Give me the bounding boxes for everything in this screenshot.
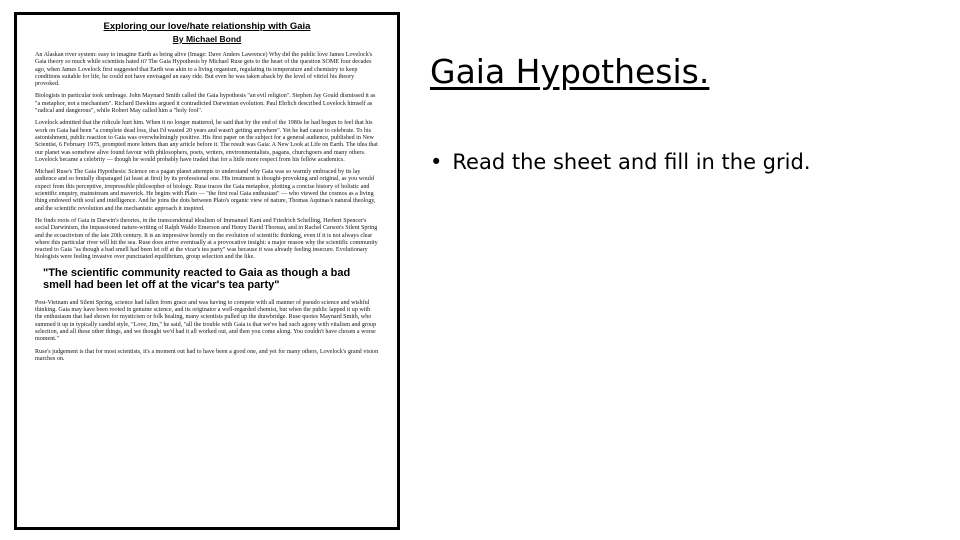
article-title: Exploring our love/hate relationship with Gaia — [103, 21, 311, 32]
article-paragraph-5: He finds roots of Gaia in Darwin's theories, in the transcendental idealism of Immanuel Kant and Friedrich Schelling, Herbert Spencer's social Darwinism, the impassioned nature-writing of Ralph Waldo Emerson and Henry David Thoreau, and in Rachel Carson's Silent Spring and the ecoactivism of the late 20th century. It is an impressive homily on the evolution of scientific thinking, even if it is not always clear where this particular river will hit the sea. Ruse does arrive eventually at a provocative insight: a major reason why the scientific community reacted to Gaia "as though a bad smell had been let off at the vicar's tea party" was because it was already feeling insecure. Evolutionary biologists were feeling invasive over punctuated equilibrium, group selection and the like. — [35, 217, 378, 261]
article-author: By Michael Bond — [172, 34, 242, 44]
bullet-text: Read the sheet and fill in the grid. — [452, 150, 811, 174]
article-sheet — [14, 12, 400, 530]
article-paragraph-4: Michael Ruse's The Gaia Hypothesis: Science on a pagan planet attempts to understand why Gaia was so warmly embraced by its lay audience and so brutally disparaged (at least at first) by its professional one. His treatment is thought-provoking and original, as you would expect from this perceptive, irrepressible philosopher of biology. Ruse traces the Gaia metaphor, plotting a concise history of holistic and scientific enquiry, mainstream and maverick. He begins with Plato — "the first real Gaia enthusiast" — who viewed the cosmos as a living thing endowed with soul and intelligence. And he joins the dots between Plato's organic view of nature, Thomas Aquinas's natural theology, and the scientific revolution and the mechanistic approach it inspired. — [35, 169, 376, 212]
article-paragraph-2: Biologists in particular took umbrage. John Maynard Smith called the Gaia hypothesis "an evil religion". Stephen Jay Gould dismissed it as "a metaphor, not a mechanism". Richard Dawkins argued it contradicted Darwinian evolution. Paul Ehrlich described Lovelock himself as "radical and dangerous", while Robert May called him a "holy fool". — [35, 93, 376, 115]
slide-bullet — [430, 150, 811, 174]
bullet-dot-icon: • — [430, 150, 443, 174]
slide-heading: Gaia Hypothesis. — [430, 52, 710, 91]
article-paragraph-1: An Alaskan river system: easy to imagine Earth as being alive (Image: Dave Anders Lawrence) Why did the public love James Lovelock's Gaia theory so much while scientists hated it? The Gaia Hypothesis by Michael Ruse gets to the heart of the question SOME four decades ago, when James Lovelock first suggested that Earth was akin to a living organism, regulating its temperature and chemistry to keep conditions suitable for life, he could not have envisaged an easy ride. But even he was taken aback by the level of vitriol his theory provoked. — [35, 52, 373, 88]
article-paragraph-7: Ruse's judgement is that for most scientists, it's a moment out had to have been a good one, and yet for many others, Lovelock's grand vision marches on. — [35, 348, 379, 362]
article-pullquote: "The scientific community reacted to Gaia as though a bad smell had been let off at the vicar's tea party" — [43, 266, 351, 292]
article-paragraph-6: Post-Vietnam and Silent Spring, science had fallen from grace and was having to compete with all manner of pseudo science and wishful thinking. Gaia may have been rooted in genuine science, and its originator a well-regarded chemist, but when the public lapped it up with the enthusiasm that had shown for mysticism or folk healing, many scientists pulled up the drawbridge. Ruse quotes Maynard Smith, who summed it up in typically candid style, "Love, Jim," he said, "all the trouble with Gaia is that we've had such agony with vitalism and group selection, and all these other things, and we thought we'd had it all worked out, and then you come along. You couldn't have chosen a worse moment." — [35, 299, 377, 343]
article-paragraph-3: Lovelock admitted that the ridicule hurt him. When it no longer mattered, he said that by the end of the 1980s he had begun to feel that his work on Gaia had been "a complete dead loss, that I'd wasted 20 years and wasn't getting anywhere". Yet he had cause to celebrate. To his astonishment, public reaction to Gaia was overwhelmingly positive. His first paper on the subject for a general audience, published in New Scientist, 6 February 1975, prompted more letters than any article before it. The result was Gaia: A New Look at Life on Earth. The idea that our planet was somehow alive found favour with philosophers, poets, writers, environmentalists, pagans, churchgoers and many others. Lovelock became a celebrity — though he would probably have traded that for a little more respect from his fellow academics. — [35, 120, 378, 163]
